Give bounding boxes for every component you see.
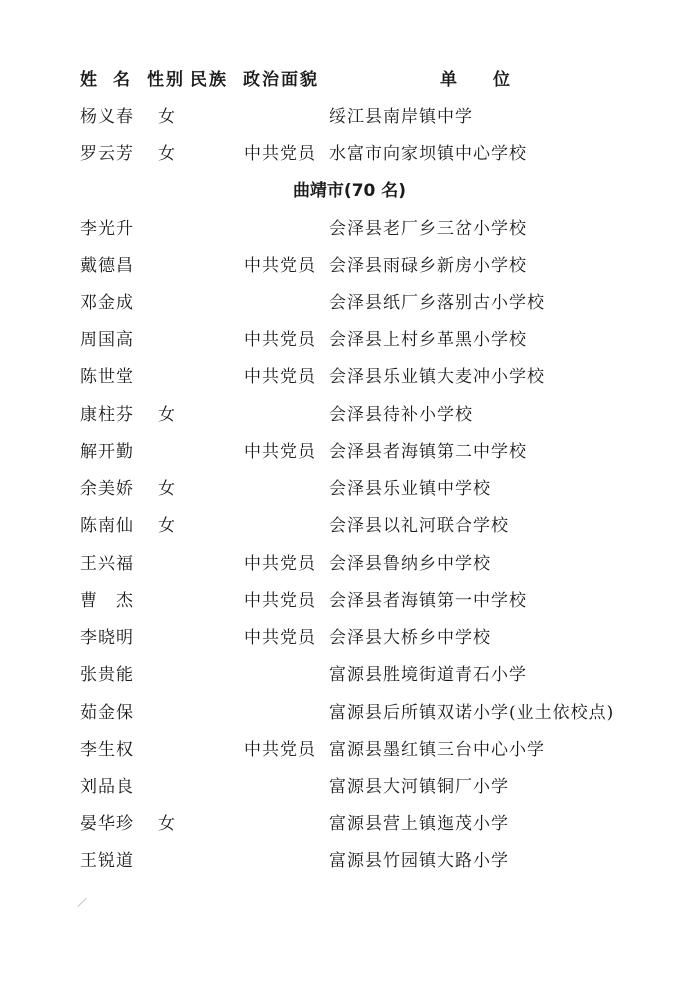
- table-row: [0, 322, 699, 359]
- header-gender: 性别: [147, 70, 185, 90]
- row-unit: 富源县竹园镇大路小学: [329, 851, 509, 871]
- row-name: 邓金成: [80, 293, 134, 313]
- row-name: 晏华珍: [80, 814, 134, 834]
- row-party: 中共党员: [244, 740, 316, 760]
- row-name: 李晓明: [80, 628, 134, 648]
- row-gender: 女: [158, 479, 175, 499]
- table-row: [0, 769, 699, 806]
- row-unit: 富源县胜境街道青石小学: [329, 665, 527, 685]
- row-name: 茹金保: [80, 703, 134, 723]
- row-unit: 会泽县老厂乡三岔小学校: [329, 219, 527, 239]
- row-party: 中共党员: [244, 591, 316, 611]
- row-unit: 会泽县鲁纳乡中学校: [329, 554, 491, 574]
- header-unit: 单位: [440, 70, 546, 90]
- section-title: 曲靖市(70 名): [292, 181, 407, 201]
- row-unit: 会泽县以礼河联合学校: [329, 516, 509, 536]
- row-name: 王兴福: [80, 554, 134, 574]
- row-unit: 会泽县纸厂乡落别古小学校: [329, 293, 545, 313]
- row-name: 张贵能: [80, 665, 134, 685]
- row-name: 陈世堂: [80, 367, 134, 387]
- table-row: [0, 843, 699, 880]
- table-row: [0, 546, 699, 583]
- row-unit: 会泽县待补小学校: [329, 405, 473, 425]
- table-row: [0, 471, 699, 508]
- row-name: 康柱芬: [80, 405, 134, 425]
- row-party: 中共党员: [244, 628, 316, 648]
- row-party: 中共党员: [244, 330, 316, 350]
- table-row: [0, 657, 699, 694]
- row-unit: 会泽县雨碌乡新房小学校: [329, 256, 527, 276]
- table-row: [0, 508, 699, 545]
- row-gender: 女: [158, 107, 175, 127]
- row-party: 中共党员: [244, 367, 316, 387]
- table-row: [0, 806, 699, 843]
- row-name: 杨义春: [80, 107, 134, 127]
- row-unit: 会泽县大桥乡中学校: [329, 628, 491, 648]
- table-row: [0, 620, 699, 657]
- row-unit: 会泽县乐业镇大麦冲小学校: [329, 367, 545, 387]
- row-party: 中共党员: [244, 442, 316, 462]
- header-name: 姓名: [80, 70, 146, 90]
- row-unit: 富源县大河镇铜厂小学: [329, 777, 509, 797]
- table-row: [0, 695, 699, 732]
- row-gender: 女: [158, 405, 175, 425]
- header-ethnic: 民族: [190, 70, 228, 90]
- row-unit: 水富市向家坝镇中心学校: [329, 144, 527, 164]
- table-row: [0, 136, 699, 173]
- page-corner-mark: [77, 898, 86, 907]
- row-party: 中共党员: [244, 144, 316, 164]
- table-row: [0, 99, 699, 136]
- row-name: 曹 杰: [80, 591, 134, 611]
- row-unit: 会泽县上村乡革黑小学校: [329, 330, 527, 350]
- table-row: [0, 359, 699, 396]
- row-party: 中共党员: [244, 554, 316, 574]
- table-row: [0, 211, 699, 248]
- row-name: 陈南仙: [80, 516, 134, 536]
- row-name: 王锐道: [80, 851, 134, 871]
- row-name: 刘品良: [80, 777, 134, 797]
- row-unit: 富源县后所镇双诺小学(业土依校点): [329, 703, 615, 723]
- row-name: 罗云芳: [80, 144, 134, 164]
- row-name: 解开勤: [80, 442, 134, 462]
- table-row: [0, 285, 699, 322]
- row-name: 周国高: [80, 330, 134, 350]
- row-unit: 绥江县南岸镇中学: [329, 107, 473, 127]
- row-party: 中共党员: [244, 256, 316, 276]
- row-unit: 会泽县者海镇第二中学校: [329, 442, 527, 462]
- row-gender: 女: [158, 516, 175, 536]
- table-row: [0, 248, 699, 285]
- row-unit: 富源县墨红镇三台中心小学: [329, 740, 545, 760]
- row-name: 李光升: [80, 219, 134, 239]
- row-unit: 富源县营上镇迤茂小学: [329, 814, 509, 834]
- table-row: [0, 583, 699, 620]
- row-unit: 会泽县者海镇第一中学校: [329, 591, 527, 611]
- header-party: 政治面貌: [243, 70, 319, 90]
- row-gender: 女: [158, 814, 175, 834]
- row-name: 戴德昌: [80, 256, 134, 276]
- row-name: 余美娇: [80, 479, 134, 499]
- table-row: [0, 732, 699, 769]
- table-row: [0, 434, 699, 471]
- table-header: [0, 62, 699, 99]
- row-gender: 女: [158, 144, 175, 164]
- table-row: [0, 397, 699, 434]
- row-name: 李生权: [80, 740, 134, 760]
- row-unit: 会泽县乐业镇中学校: [329, 479, 491, 499]
